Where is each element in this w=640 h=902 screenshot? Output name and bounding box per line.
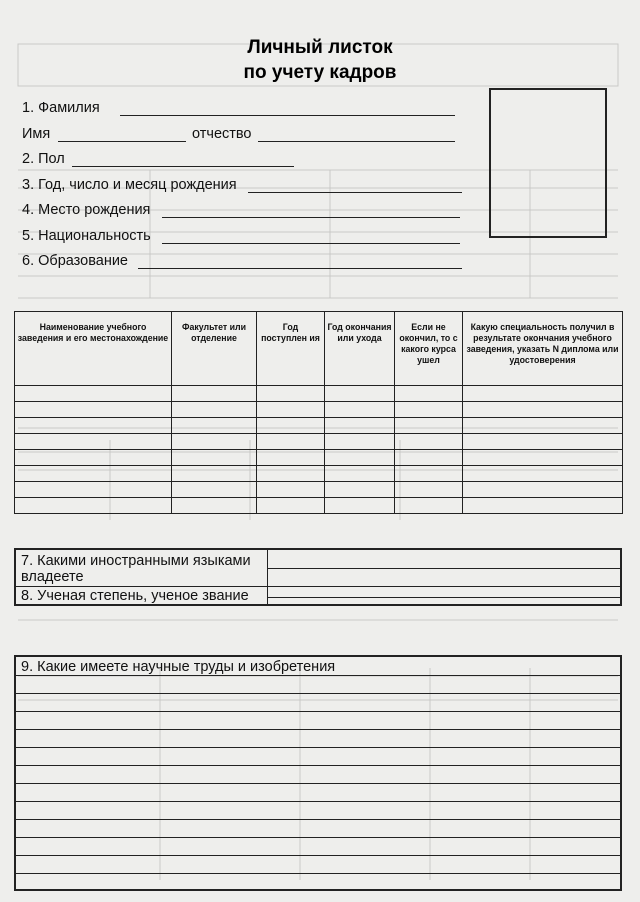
column-header-year-entry: Год поступлен ия bbox=[257, 312, 325, 386]
birth-date-label: 3. Год, число и месяц рождения bbox=[22, 177, 237, 193]
languages-label: 7. Какими иностранными языками владеете bbox=[21, 553, 251, 585]
surname-label: 1. Фамилия bbox=[22, 100, 100, 116]
works-line[interactable] bbox=[16, 855, 620, 856]
scientific-works-label: 9. Какие имеете научные труды и изобретения bbox=[21, 659, 336, 675]
table-row[interactable] bbox=[15, 418, 623, 434]
patronymic-label: отчество bbox=[192, 126, 252, 142]
degree-label: 8. Ученая степень, ученое звание bbox=[21, 588, 249, 604]
works-line[interactable] bbox=[16, 837, 620, 838]
first-name-field[interactable] bbox=[58, 141, 186, 142]
works-line[interactable] bbox=[16, 693, 620, 694]
first-name-label: Имя bbox=[22, 126, 51, 142]
birth-place-label: 4. Место рождения bbox=[22, 202, 151, 218]
works-line[interactable] bbox=[16, 675, 620, 676]
scientific-works-section bbox=[14, 655, 622, 891]
patronymic-field[interactable] bbox=[258, 141, 455, 142]
page-title: Личный листок bbox=[247, 37, 393, 58]
works-line[interactable] bbox=[16, 873, 620, 874]
table-row[interactable] bbox=[15, 498, 623, 514]
works-line[interactable] bbox=[16, 819, 620, 820]
table-row[interactable] bbox=[15, 386, 623, 402]
page-subtitle: по учету кадров bbox=[243, 62, 397, 83]
table-row[interactable] bbox=[15, 402, 623, 418]
column-header-course-left: Если не окончил, то с какого курса ушел bbox=[395, 312, 463, 386]
nationality-label: 5. Национальность bbox=[22, 228, 151, 244]
degree-line[interactable] bbox=[267, 597, 622, 598]
works-line[interactable] bbox=[16, 783, 620, 784]
nationality-field[interactable] bbox=[162, 243, 460, 244]
education-field[interactable] bbox=[138, 268, 462, 269]
education-label: 6. Образование bbox=[22, 253, 128, 269]
row-divider bbox=[16, 586, 620, 587]
works-line[interactable] bbox=[16, 711, 620, 712]
works-line[interactable] bbox=[16, 747, 620, 748]
sex-field[interactable] bbox=[72, 166, 294, 167]
column-header-year-exit: Год окончания или ухода bbox=[325, 312, 395, 386]
table-row[interactable] bbox=[15, 482, 623, 498]
birth-place-field[interactable] bbox=[162, 217, 460, 218]
table-row[interactable] bbox=[15, 450, 623, 466]
education-table bbox=[14, 311, 623, 514]
table-row[interactable] bbox=[15, 466, 623, 482]
works-line[interactable] bbox=[16, 729, 620, 730]
column-header-specialty: Какую специальность получил в результате окончания учебного заведения, указать N диплома или удостоверения bbox=[463, 312, 623, 386]
surname-field[interactable] bbox=[120, 115, 455, 116]
photo-box bbox=[489, 88, 607, 238]
works-line[interactable] bbox=[16, 765, 620, 766]
languages-degree-section bbox=[14, 548, 622, 606]
column-header-faculty: Факультет или отделение bbox=[172, 312, 257, 386]
works-line[interactable] bbox=[16, 801, 620, 802]
sex-label: 2. Пол bbox=[22, 151, 65, 167]
column-header-institution: Наименование учебного заведения и его местонахождение bbox=[15, 312, 172, 386]
table-row[interactable] bbox=[15, 434, 623, 450]
languages-line-1[interactable] bbox=[267, 568, 622, 569]
birth-date-field[interactable] bbox=[248, 192, 462, 193]
